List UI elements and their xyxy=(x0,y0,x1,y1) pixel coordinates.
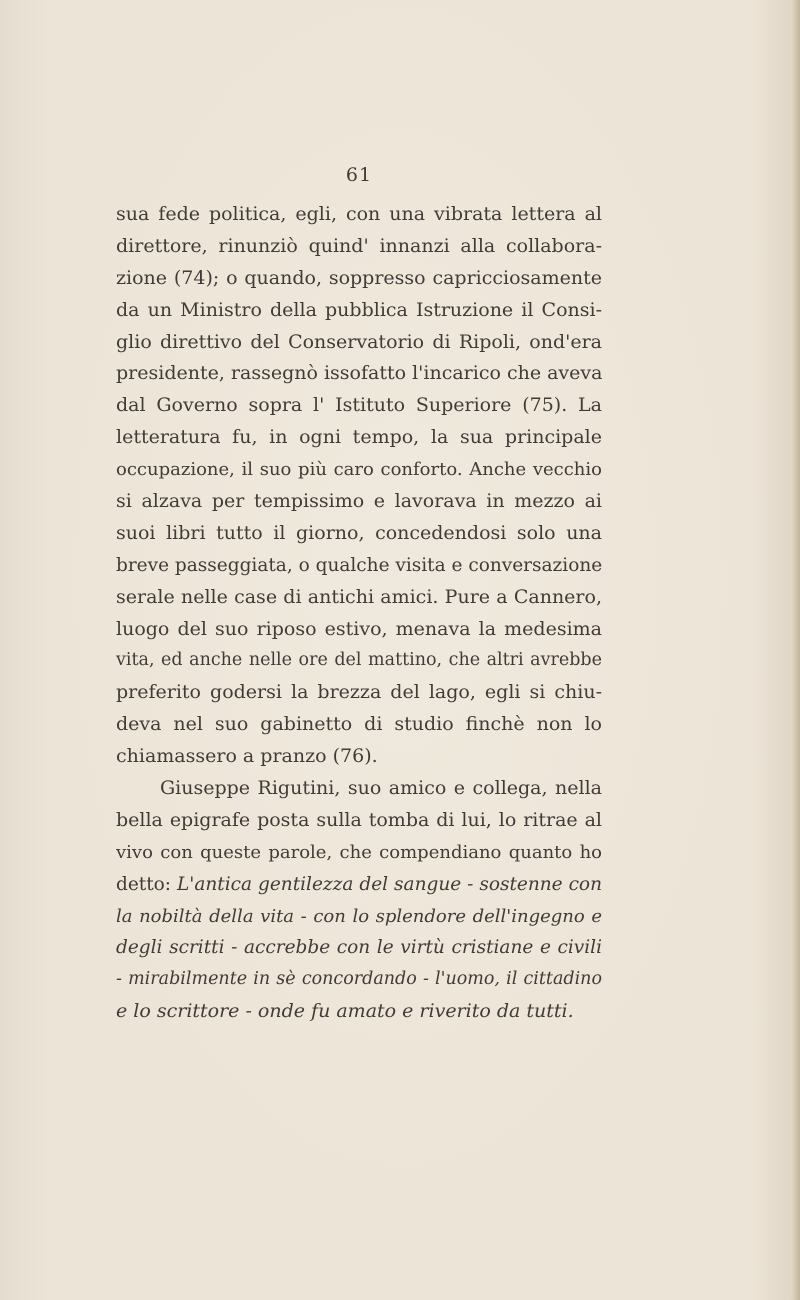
text-line: da un Ministro della pubblica Istruzione il Consi- xyxy=(116,298,602,321)
text-line: bella epigrafe posta sulla tomba di lui, lo ritrae al xyxy=(116,808,602,831)
text-line: suoi libri tutto il giorno, concedendosi solo una xyxy=(116,521,602,544)
text-line: breve passeggiata, o qualche visita e conversazione xyxy=(116,554,602,576)
text-line: zione (74); o quando, soppresso capricciosamente xyxy=(116,266,602,289)
text-line: dal Governo sopra l' Istituto Superiore (75). La xyxy=(116,394,602,417)
text-line: sua fede politica, egli, con una vibrata lettera al xyxy=(116,203,602,225)
text-line: letteratura fu, in ogni tempo, la sua principale xyxy=(116,426,602,449)
text-line: presidente, rassegnò issofatto l'incarico che aveva xyxy=(116,362,602,385)
text-line: serale nelle case di antichi amici. Pure a Cannero, xyxy=(116,585,602,608)
epigraph-intro: detto: xyxy=(116,873,177,895)
text-line: Giuseppe Rigutini, suo amico e collega, nella xyxy=(160,777,602,800)
text-line: si alzava per tempissimo e lavorava in mezzo ai xyxy=(116,490,602,513)
text-line: glio direttivo del Conservatorio di Ripoli, ond'era xyxy=(116,330,602,353)
epigraph-line: la nobiltà della vita - con lo splendore dell'ingegno e xyxy=(116,905,602,927)
epigraph-line: - mirabilmente in sè concordando - l'uomo, il cittadino xyxy=(116,969,602,990)
epigraph-line: e lo scrittore - onde fu amato e riverito da tutti. xyxy=(116,1000,574,1023)
text-line: luogo del suo riposo estivo, menava la medesima xyxy=(116,617,602,640)
page-edge-shadow xyxy=(792,0,800,1300)
body-text xyxy=(116,199,602,1028)
page-number: 61 xyxy=(345,164,373,186)
text-line: preferito godersi la brezza del lago, egli si chiu- xyxy=(116,681,602,704)
text-line: vivo con queste parole, che compendiano quanto ho xyxy=(116,841,602,863)
text-line: occupazione, il suo più caro conforto. Anche vecchio xyxy=(116,459,602,481)
epigraph-line: degli scritti - accrebbe con le virtù cristiane e civili xyxy=(116,937,602,959)
text-line: deva nel suo gabinetto di studio finchè non lo xyxy=(116,713,602,736)
text-line: vita, ed anche nelle ore del mattino, che altri avrebbe xyxy=(116,650,602,671)
epigraph-line xyxy=(116,869,602,901)
text-line: direttore, rinunziò quind' innanzi alla collabora- xyxy=(116,234,602,257)
epigraph-text: L'antica gentilezza del sangue - sostenne con xyxy=(176,873,602,895)
text-line: chiamassero a pranzo (76). xyxy=(116,745,378,768)
